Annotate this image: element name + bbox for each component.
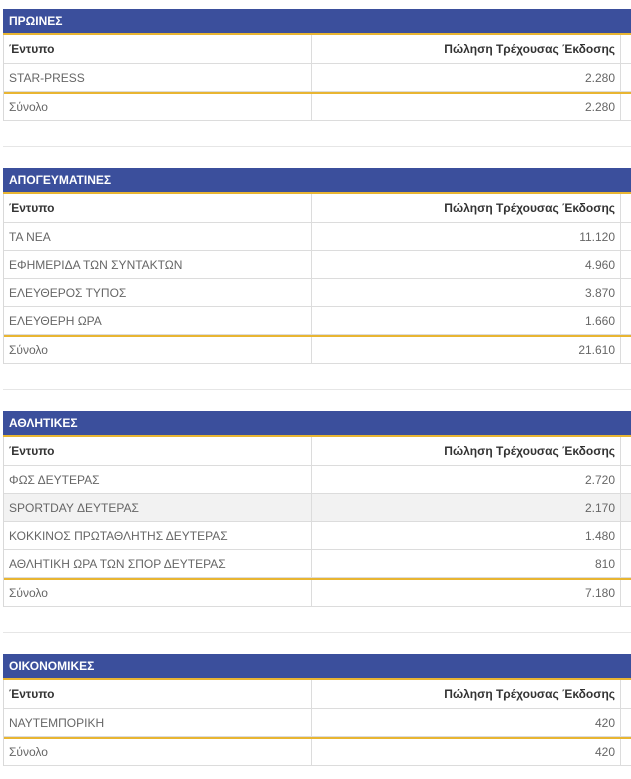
sales-value: 420 xyxy=(312,709,622,736)
publication-name: ΕΦΗΜΕΡΙΔΑ ΤΩΝ ΣΥΝΤΑΚΤΩΝ xyxy=(4,251,312,278)
section-morning xyxy=(3,9,631,121)
table-row-hovered xyxy=(4,494,631,522)
column-header-name: Έντυπο xyxy=(4,680,312,708)
table-row xyxy=(4,709,631,737)
sales-value: 1.480 xyxy=(312,522,622,549)
column-header-sales: Πώληση Τρέχουσας Έκδοσης xyxy=(312,437,622,465)
section-divider xyxy=(3,146,631,147)
table-row xyxy=(4,279,631,307)
section-afternoon xyxy=(3,168,631,364)
section-title: ΟΙΚΟΝΟΜΙΚΕΣ xyxy=(3,654,631,680)
column-header-name: Έντυπο xyxy=(4,437,312,465)
total-row xyxy=(4,578,631,607)
section-financial xyxy=(3,654,631,766)
total-value: 2.280 xyxy=(312,94,622,120)
sales-table xyxy=(3,194,631,364)
table-header-row xyxy=(4,35,631,64)
total-value: 7.180 xyxy=(312,580,622,606)
total-row xyxy=(4,737,631,766)
section-sports xyxy=(3,411,631,607)
publication-name: ΚΟΚΚΙΝΟΣ ΠΡΩΤΑΘΛΗΤΗΣ ΔΕΥΤΕΡΑΣ xyxy=(4,522,312,549)
publication-name: ΦΩΣ ΔΕΥΤΕΡΑΣ xyxy=(4,466,312,493)
sales-value: 2.170 xyxy=(312,494,622,521)
section-title: ΠΡΩΙΝΕΣ xyxy=(3,9,631,35)
publication-name: ΑΘΛΗΤΙΚΗ ΩΡΑ ΤΩΝ ΣΠΟΡ ΔΕΥΤΕΡΑΣ xyxy=(4,550,312,577)
total-label: Σύνολο xyxy=(4,739,312,765)
sales-value: 2.280 xyxy=(312,64,622,91)
publication-name: ΕΛΕΥΘΕΡΗ ΩΡΑ xyxy=(4,307,312,334)
column-header-sales: Πώληση Τρέχουσας Έκδοσης xyxy=(312,35,622,63)
sales-table xyxy=(3,680,631,766)
table-header-row xyxy=(4,680,631,709)
table-header-row xyxy=(4,437,631,466)
sales-value: 3.870 xyxy=(312,279,622,306)
table-row xyxy=(4,64,631,92)
sales-table xyxy=(3,35,631,121)
sales-value: 11.120 xyxy=(312,223,622,250)
column-header-sales: Πώληση Τρέχουσας Έκδοσης xyxy=(312,194,622,222)
table-row xyxy=(4,466,631,494)
section-title: ΑΠΟΓΕΥΜΑΤΙΝΕΣ xyxy=(3,168,631,194)
table-row xyxy=(4,307,631,335)
publication-name: STAR-PRESS xyxy=(4,64,312,91)
table-row xyxy=(4,550,631,578)
table-row xyxy=(4,223,631,251)
total-value: 21.610 xyxy=(312,337,622,363)
publication-name: ΕΛΕΥΘΕΡΟΣ ΤΥΠΟΣ xyxy=(4,279,312,306)
section-divider xyxy=(3,632,631,633)
total-label: Σύνολο xyxy=(4,337,312,363)
publication-name: SPORTDAY ΔΕΥΤΕΡΑΣ xyxy=(4,494,312,521)
publication-name: ΤΑ ΝΕΑ xyxy=(4,223,312,250)
total-label: Σύνολο xyxy=(4,580,312,606)
column-header-name: Έντυπο xyxy=(4,35,312,63)
sales-value: 1.660 xyxy=(312,307,622,334)
total-label: Σύνολο xyxy=(4,94,312,120)
table-header-row xyxy=(4,194,631,223)
publication-name: ΝΑΥΤΕΜΠΟΡΙΚΗ xyxy=(4,709,312,736)
sales-value: 810 xyxy=(312,550,622,577)
total-value: 420 xyxy=(312,739,622,765)
section-divider xyxy=(3,389,631,390)
section-title: ΑΘΛΗΤΙΚΕΣ xyxy=(3,411,631,437)
sales-value: 2.720 xyxy=(312,466,622,493)
total-row xyxy=(4,92,631,121)
sales-table xyxy=(3,437,631,607)
sales-value: 4.960 xyxy=(312,251,622,278)
column-header-sales: Πώληση Τρέχουσας Έκδοσης xyxy=(312,680,622,708)
table-row xyxy=(4,251,631,279)
table-row xyxy=(4,522,631,550)
column-header-name: Έντυπο xyxy=(4,194,312,222)
total-row xyxy=(4,335,631,364)
